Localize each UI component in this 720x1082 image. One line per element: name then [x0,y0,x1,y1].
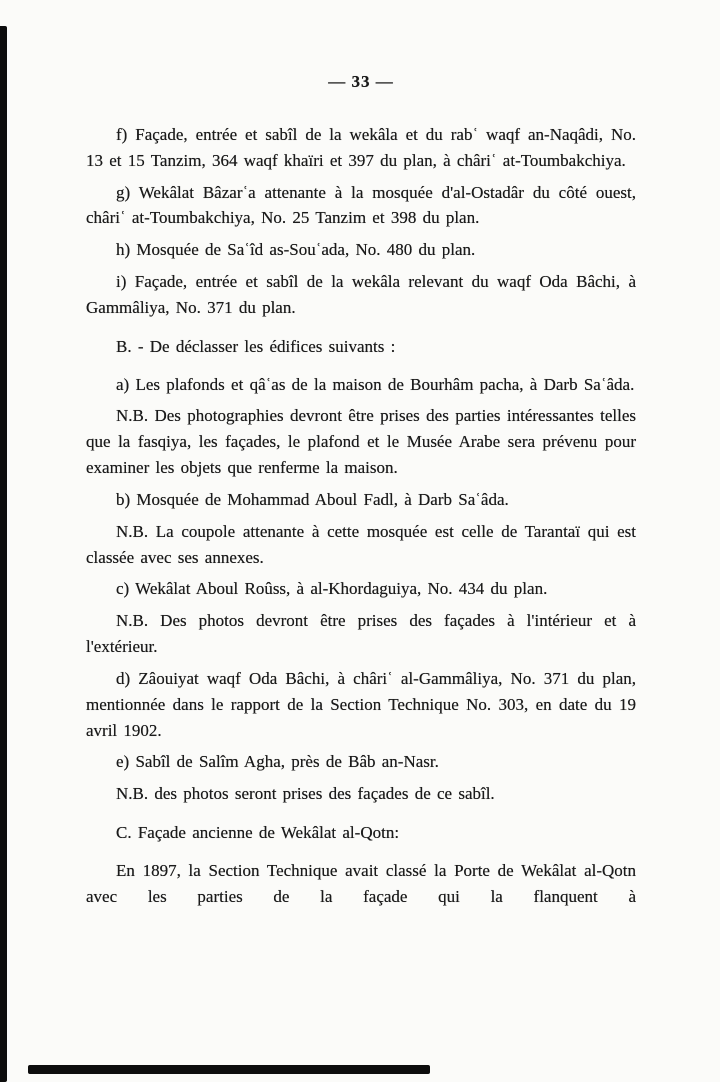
note-paragraph: N.B. Des photographies devront être prises des parties intéressantes telles que la fasqiya, les façades, le plafond et le Musée Arabe sera prévenu pour examiner les objets que renferme la maison. [86,406,636,478]
list-item-f: f) Façade, entrée et sabîl de la wekâla et du rabʿ waqf an-Naqâdi, No. 13 et 15 Tanzim, 364 waqf khaïri et 397 du plan, à châriʿ at-Toumbakchiya. [86,125,636,170]
scan-edge-left [0,26,7,1082]
page-number: — 33 — [328,72,394,91]
list-item-d: d) Zâouiyat waqf Oda Bâchi, à châriʿ al-Gammâliya, No. 371 du plan, mentionnée dans le rapport de la Section Technique No. 303, en date du 19 avril 1902. [86,668,636,740]
body-paragraph: En 1897, la Section Technique avait classé la Porte de Wekâlat al-Qotn avec les parties de la façade qui la flanquent à [86,860,636,906]
note-paragraph: N.B. Des photos devront être prises des façades à l'intérieur et à l'extérieur. [86,611,636,657]
section-heading-b: B. - De déclasser les édifices suivants : [116,336,396,356]
list-item-i: i) Façade, entrée et sabîl de la wekâla relevant du waqf Oda Bâchi, à Gammâliya, No. 371 du plan. [86,272,636,317]
note-paragraph: N.B. La coupole attenante à cette mosquée est celle de Tarantaï qui est classée avec ses annexes. [86,521,636,567]
list-item-g: g) Wekâlat Bâzarʿa attenante à la mosquée d'al-Ostadâr du côté ouest, châriʿ at-Toumbakchiya, No. 25 Tanzim et 398 du plan. [86,182,636,228]
note-paragraph: N.B. des photos seront prises des façades de ce sabîl. [116,784,495,804]
list-item-e: e) Sabîl de Salîm Agha, près de Bâb an-Nasr. [116,752,439,772]
list-item-c: c) Wekâlat Aboul Roûss, à al-Khordaguiya, No. 434 du plan. [116,579,548,599]
list-item-a: a) Les plafonds et qâʿas de la maison de Bourhâm pacha, à Darb Saʿâda. [116,374,635,394]
section-heading-c: C. Façade ancienne de Wekâlat al-Qotn: [116,823,400,843]
scan-edge-bottom [28,1065,430,1074]
list-item-b: b) Mosquée de Mohammad Aboul Fadl, à Darb Saʿâda. [116,489,509,509]
list-item-h: h) Mosquée de Saʿîd as-Souʿada, No. 480 du plan. [116,240,476,260]
